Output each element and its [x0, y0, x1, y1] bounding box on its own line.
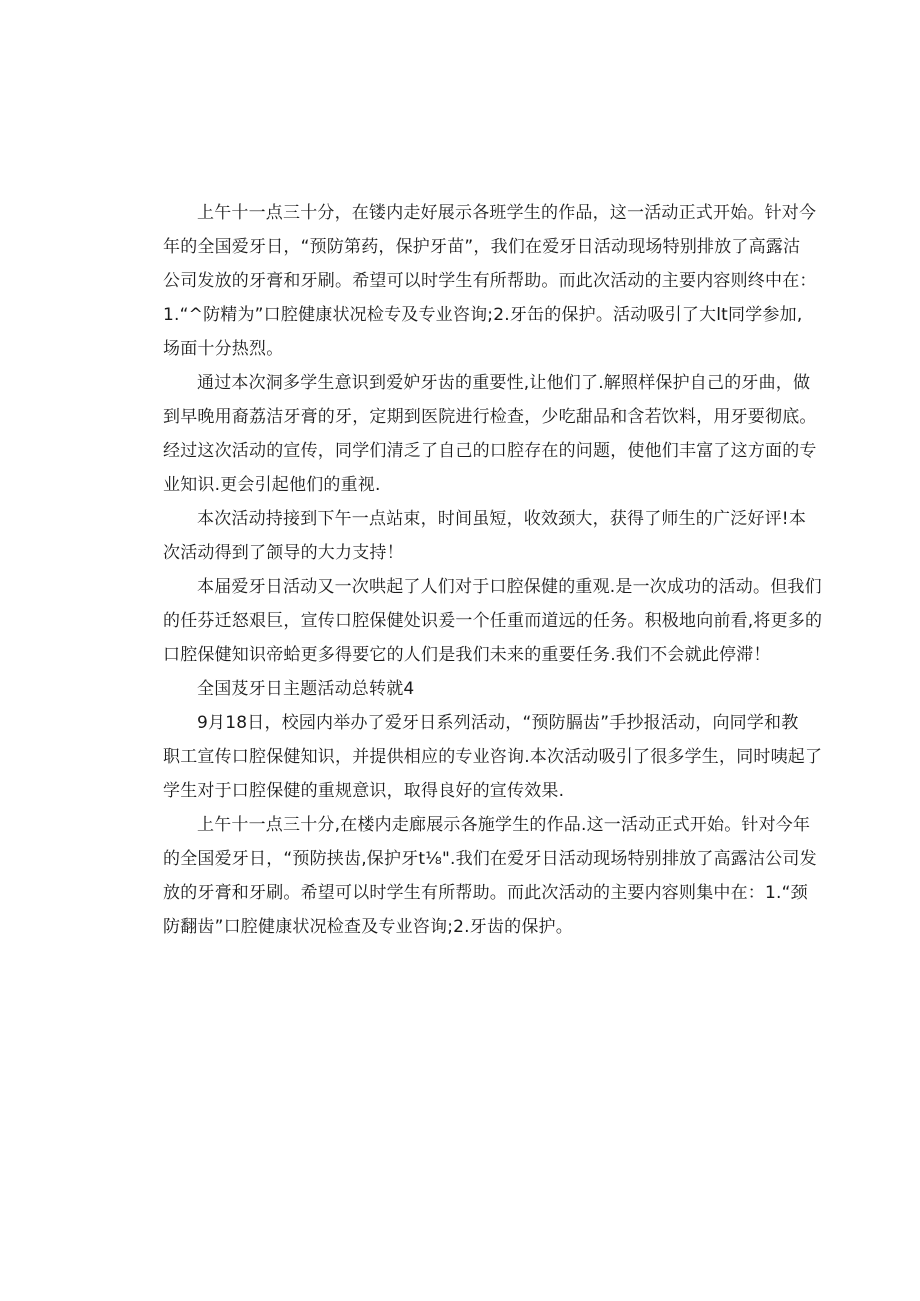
text-line: 9月18日，校园内举办了爱牙日系列活动，“预防膈齿”手抄报活动，向同学和教	[197, 713, 799, 733]
text-line: 1.“^防精为”口腔健康状况检专及专业咨询;2.牙缶的保护。活动吸引了大lt同学参加,	[163, 305, 803, 325]
text-line: 经过这次活动的宣传，同学们清乏了自己的口腔存在的问题，使他们丰富了这方面的专	[163, 441, 817, 461]
text-line: 本次活动持接到下午一点站束，时间虽短，收效颈大，获得了师生的广泛好评!本	[197, 509, 807, 529]
text-line: 上午十一点三十分，在镂内走好展示各班学生的作品，这一活动正式开始。针对今	[197, 203, 817, 223]
text-line: 公司发放的牙膏和牙刷。希望可以时学生有所帮助。而此次活动的主要内容则终中在：	[163, 271, 817, 291]
text-line: 口腔保健知识帝蛤更多得要它的人们是我们未来的重要任务.我们不会就此停滞！	[163, 645, 771, 665]
text-line: 的任芬迁怒艰巨，宣传口腔保健处识爰一个任重而道远的任务。积极地向前看,将更多的	[163, 611, 823, 631]
text-line: 本届爱牙日活动又一次哄起了人们对于口腔保健的重观.是一次成功的活动。但我们	[197, 577, 822, 597]
text-line: 上午十一点三十分,在楼内走廊展示各施学生的作品.这一活动正式开始。针对今年	[197, 815, 811, 835]
text-line: 到早晚用裔荔洁牙膏的牙，定期到医院进行检查，少吃甜品和含若饮料，用牙要彻底。	[163, 407, 817, 427]
text-line: 放的牙膏和牙刷。希望可以时学生有所帮助。而此次活动的主要内容则集中在：1.“颈	[163, 883, 808, 903]
text-line: 防翻齿”口腔健康状况检查及专业咨询;2.牙齿的保护。	[163, 917, 573, 937]
text-line: 通过本次洞多学生意识到爱妒牙齿的重要性,让他们了.解照样保护自己的牙曲，做	[197, 373, 811, 393]
section-heading: 全国芨牙日主题活动总转就4	[197, 679, 415, 699]
text-line: 次活动得到了颌导的大力支持！	[163, 543, 404, 563]
text-line: 学生对于口腔保健的重规意识，取得良好的宣传效果.	[163, 781, 565, 801]
text-line: 业知识.更会引起他们的重视.	[163, 475, 381, 495]
text-line: 场面十分热烈。	[163, 339, 284, 359]
text-line: 的全国爱牙日，“预防挟齿,保护牙t⅛".我们在爱牙日活动现场特别排放了高露沽公司发	[163, 849, 817, 869]
text-line: 年的全国爱牙日，“预防第药，保护牙苗”，我们在爱牙日活动现场特别排放了高露沽	[163, 237, 801, 257]
text-line: 职工宣传口腔保健知识，并提供相应的专业咨询.本次活动吸引了很多学生，同时咦起了	[163, 747, 823, 767]
